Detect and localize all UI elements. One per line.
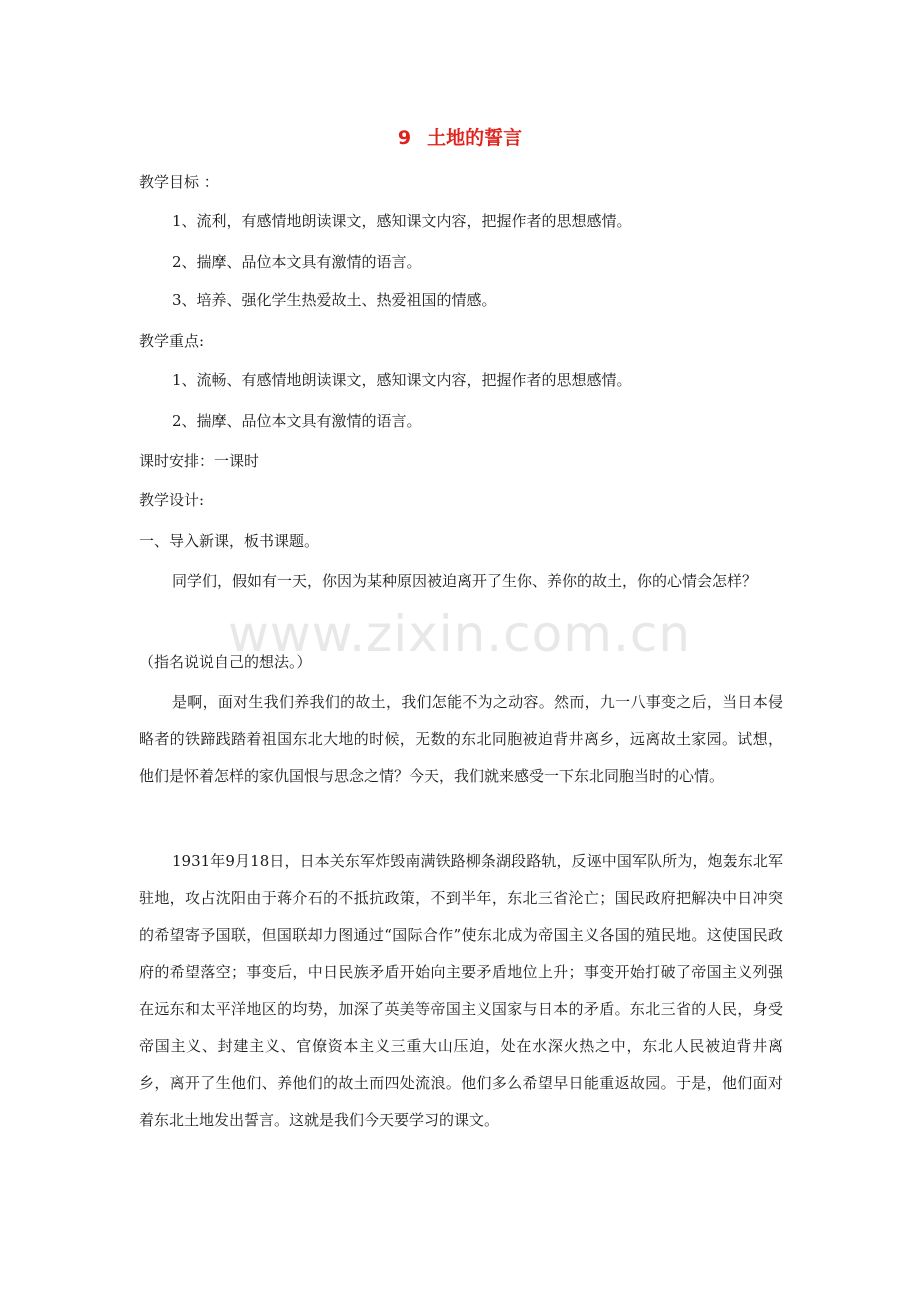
lesson-title: 土地的誓言: [427, 127, 523, 149]
watermark: www.zixin.com.cn: [228, 605, 692, 663]
key-points-heading: 教学重点:: [139, 332, 205, 350]
section-one-heading: 一、导入新课，板书课题。: [139, 532, 320, 550]
lesson-number: 9: [397, 127, 412, 149]
key-point-item-2: 2、揣摩、品位本文具有激情的语言。: [172, 412, 422, 430]
objective-item-2: 2、揣摩、品位本文具有激情的语言。: [172, 253, 422, 271]
document-title: [0, 124, 920, 152]
paragraph-history: 1931年9月18日，日本关东军炸毁南满铁路柳条湖段路轨，反诬中国军队所为，炮轰东北军驻地，攻占沈阳由于蒋介石的不抵抗政策，不到半年，东北三省沦亡；国民政府把解决中日冲突的希望寄予国联，但国联却力图通过“国际合作”使东北成为帝国主义各国的殖民地。这使国民政府的希望落空；事变后，中日民族矛盾开始向主要矛盾地位上升；事变开始打破了帝国主义列强在远东和太平洋地区的均势，加深了英美等帝国主义国家与日本的矛盾。东北三省的人民，身受帝国主义、封建主义、官僚资本主义三重大山压迫，处在水深火热之中，东北人民被迫背井离乡，离开了生他们、养他们的故土而四处流浪。他们多么希望早日能重返故园。于是，他们面对着东北土地发出誓言。这就是我们今天要学习的课文。: [139, 852, 783, 1129]
schedule-line: 课时安排：一课时: [139, 452, 260, 470]
objective-item-3: 3、培养、强化学生热爱故土、热爱祖国的情感。: [172, 291, 497, 309]
design-heading: 教学设计:: [139, 491, 205, 509]
paragraph-note: （指名说说自己的想法。）: [139, 653, 312, 671]
paragraph-intro: 是啊，面对生我们养我们的故土，我们怎能不为之动容。然而，九一八事变之后，当日本侵略者的铁蹄践踏着祖国东北大地的时候，无数的东北同胞被迫背井离乡，远离故土家园。试想，他们是怀着怎样的家仇国恨与思念之情？今天，我们就来感受一下东北同胞当时的心情。: [139, 693, 783, 785]
key-point-item-1: 1、流畅、有感情地朗读课文，感知课文内容，把握作者的思想感情。: [172, 371, 632, 389]
objectives-heading: 教学目标 ：: [139, 173, 219, 191]
objective-item-1: 1、流利，有感情地朗读课文，感知课文内容，把握作者的思想感情。: [172, 212, 632, 230]
paragraph-question: 同学们，假如有一天，你因为某种原因被迫离开了生你、养你的故土，你的心情会怎样？: [172, 572, 758, 590]
